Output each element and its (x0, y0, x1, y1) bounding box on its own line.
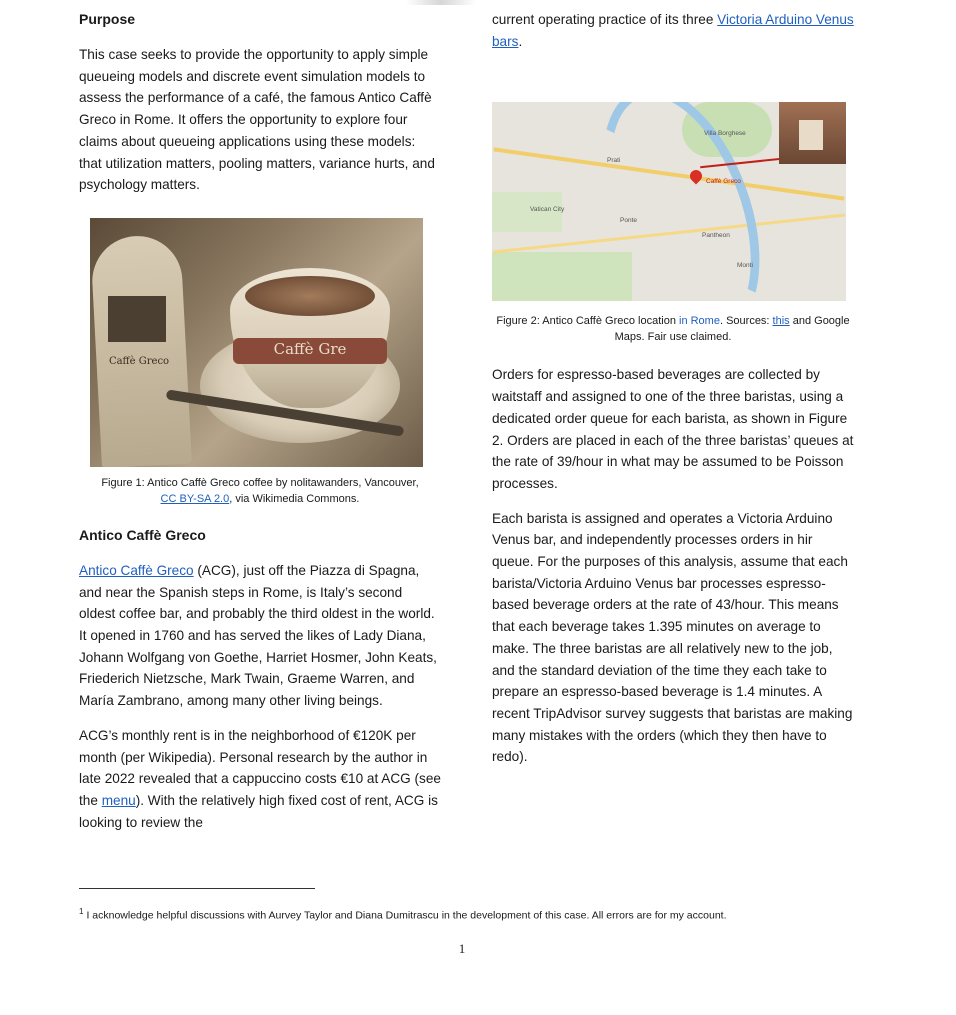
scan-artifact (406, 0, 476, 5)
figure2-caption-c: . Sources: (719, 315, 773, 328)
cc-license-link[interactable]: CC BY-SA 2.0 (160, 492, 230, 505)
source-link[interactable]: this (772, 315, 790, 328)
continuation-paragraph (492, 9, 854, 52)
venus-bars-link[interactable]: Victoria Arduino Venus bars (492, 12, 854, 49)
map-label: Caffè Greco (706, 178, 741, 186)
map-label: Villa Borghese (704, 130, 746, 138)
figure2-caption-a: Figure 2: Antico Caffè Greco location (496, 315, 679, 328)
acg-heading: Antico Caffè Greco (79, 526, 206, 543)
barista-paragraph: Each barista is assigned and operates a Victoria Arduino Venus bar, and independently processes orders in hir queue. For the purposes of this analysis, assume that each barista/Victoria Arduino Venus bar processes espresso-based beverage orders at the rate of 43/hour. This means that each beverage takes 1.395 minutes on average to make. The three baristas are all relatively new to the job, and the standard deviation of the time they each take to prepare an espresso-based beverage is 1.4 minutes. A recent TripAdvisor survey suggests that baristas are making many mistakes with the orders (which they then have to redo). (492, 510, 853, 765)
figure2-caption-d: and Google Maps. Fair use claimed. (614, 315, 850, 344)
map-label: Monti (737, 262, 753, 270)
figure1-caption-line1: Figure 1: Antico Caffè Greco coffee by nolitawanders, Vancouver, (101, 476, 419, 489)
purpose-paragraph: This case seeks to provide the opportunity to apply simple queueing models and discrete event simulation models to assess the performance of a café, the famous Antico Caffè Greco in Rome. It offers the opportunity to explore four claims about queueing applications using these models: that utilization matters, pooling matters, variance hurts, and psychology matters. (79, 47, 435, 193)
map-label: Prati (607, 157, 621, 165)
coffee-surface-shape (245, 276, 375, 316)
footnote (79, 904, 859, 924)
storefront-photo (779, 102, 846, 164)
orders-paragraph: Orders for espresso-based beverages are collected by waitstaff and assigned to one of the three baristas, using a dedicated order queue for each barista, as shown in Figure 2. Orders are placed in each of the three baristas’ queues at the rate of 39/hour in what may be assumed to be Poisson processes. (492, 367, 854, 491)
figure1-caption-rest: , via Wikimedia Commons. (229, 492, 360, 505)
rome-map (492, 102, 846, 301)
purpose-heading: Purpose (79, 11, 136, 27)
acg-paragraph-1 (79, 560, 441, 712)
page-number: 1 (458, 941, 466, 956)
coffee-photo (90, 218, 423, 467)
footnote-mark: 1 (79, 907, 84, 916)
continuation-after: . (518, 33, 523, 49)
cup-text: Caffè Gre (273, 339, 347, 358)
figure2-caption (492, 313, 854, 345)
acg-link[interactable]: Antico Caffè Greco (79, 562, 194, 578)
menu-picture-shape (108, 296, 166, 342)
menu-card-shape (90, 234, 192, 467)
footnote-text: I acknowledge helpful discussions with Aurvey Taylor and Diana Dumitrascu in the development of this case. All errors are for my account. (86, 909, 727, 922)
acg-paragraph-2 (79, 725, 441, 834)
footnote-divider (79, 888, 315, 889)
figure2-caption-b: in Rome (679, 315, 720, 328)
acg-paragraph-1-text: (ACG), just off the Piazza di Spagna, and near the Spanish steps in Rome, is Italy’s second oldest coffee bar, and probably the third oldest in the world. It opened in 1760 and has served the likes of Lady Diana, Johann Wolfgang von Goethe, Harriet Hosmer, John Keats, Friederich Nietzsche, Mark Twain, Graeme Warren, and María Zambrano, among many other living beings. (79, 562, 437, 709)
acg-paragraph-2-before: ACG’s monthly rent is in the neighborhood of €120K per month (per Wikipedia). Personal research by the author in late 2022 revealed that a cappuccino costs €10 at ACG (see the (79, 727, 441, 808)
menu-link[interactable]: menu (101, 792, 136, 808)
figure1-caption (79, 475, 441, 507)
map-park-shape (492, 252, 632, 301)
map-label: Vatican City (530, 206, 565, 214)
acg-paragraph-2-after: ). With the relatively high fixed cost of rent, ACG is looking to review the (79, 792, 438, 830)
right-column (492, 9, 854, 768)
left-column (79, 9, 441, 833)
map-label: Pantheon (702, 232, 730, 240)
map-label: Ponte (620, 217, 637, 225)
menu-card-text: Caffè Greco (108, 355, 170, 367)
continuation-before: current operating practice of its three (492, 12, 718, 27)
